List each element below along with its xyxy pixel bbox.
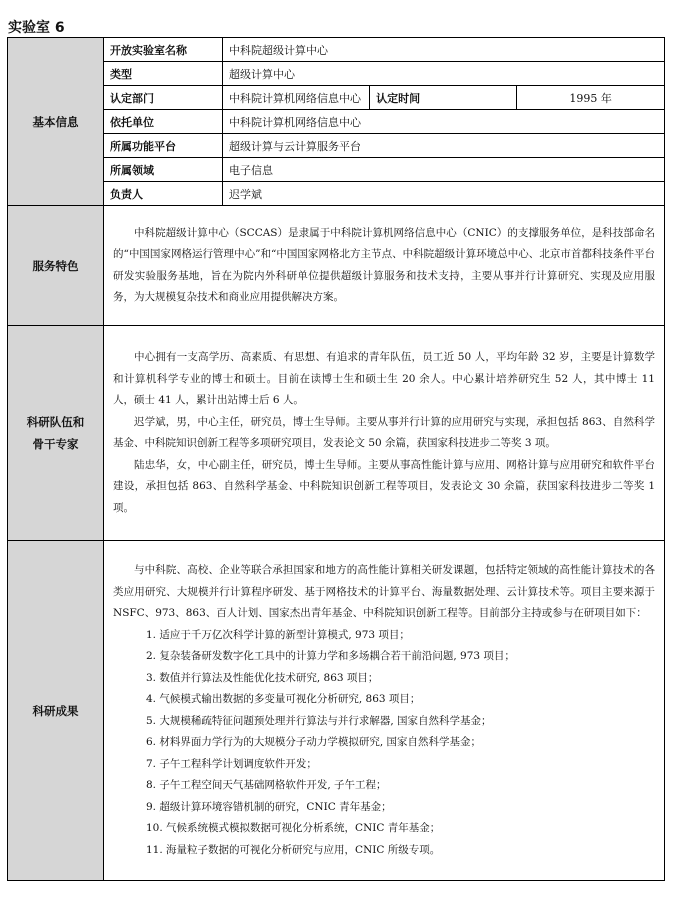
date-value: 1995 年	[517, 86, 664, 110]
team-content	[104, 339, 664, 527]
project-item: 3. 数值并行算法及性能优化技术研究, 863 项目；	[146, 671, 379, 684]
info-row-field	[104, 158, 664, 182]
team-cell	[104, 326, 665, 541]
field-label: 所属领域	[104, 158, 223, 182]
page-heading: 实验室 6	[8, 20, 65, 36]
team-row	[8, 326, 665, 541]
info-row-platform	[104, 134, 664, 158]
platform-value: 超级计算与云计算服务平台	[223, 134, 665, 158]
project-list	[113, 625, 655, 862]
basic-info-row	[8, 38, 665, 206]
lab-name-label: 开放实验室名称	[104, 38, 223, 62]
results-row	[8, 541, 665, 881]
team-paragraph: 迟学斌，男，中心主任，研究员，博士生导师。主要从事并行计算的应用研究与实现，承担包括 863、自然科学基金、中科院知识创新工程等多项研究项目，发表论文 50 余篇，获国家科技进步二等奖 3 项。	[113, 415, 655, 449]
service-content	[104, 215, 664, 317]
project-item: 1. 适应于千万亿次科学计算的新型计算模式, 973 项目；	[146, 628, 410, 641]
service-paragraph: 中科院超级计算中心（SCCAS）是隶属于中科院计算机网络信息中心（CNIC）的支撑服务单位，是科技部命名的“中国国家网格运行管理中心”和“中国国家网格北方主节点、中科院超级计算环境总中心、北京市首都科技条件平台研发实验服务基地，旨在为院内外科研单位提供超级计算服务和技术支持，主要从事并行计算研究、实现及应用服务，为大规模复杂技术和商业应用提供解决方案。	[113, 226, 655, 303]
dept-value: 中科院计算机网络信息中心	[223, 86, 370, 110]
basic-info-table	[104, 38, 664, 205]
head-value: 迟学斌	[223, 182, 665, 206]
platform-label: 所属功能平台	[104, 134, 223, 158]
results-cell	[104, 541, 665, 881]
project-item: 10. 气候系统模式模拟数据可视化分析系统，CNIC 青年基金；	[146, 822, 441, 834]
info-row-dept	[104, 86, 664, 110]
project-item: 9. 超级计算环境容错机制的研究，CNIC 青年基金；	[146, 800, 392, 813]
info-row-name	[104, 38, 664, 62]
team-label-line1: 科研队伍和	[26, 415, 85, 429]
service-row	[8, 206, 665, 326]
info-row-host	[104, 110, 664, 134]
basic-info-label: 基本信息	[8, 38, 104, 206]
type-label: 类型	[104, 62, 223, 86]
results-content	[104, 552, 664, 869]
host-unit-label: 依托单位	[104, 110, 223, 134]
lab-name-value: 中科院超级计算中心	[223, 38, 665, 62]
team-label-line2: 骨干专家	[32, 437, 79, 451]
field-value: 电子信息	[223, 158, 665, 182]
lab-info-table	[7, 37, 665, 881]
team-paragraph: 陆忠华，女，中心副主任，研究员，博士生导师。主要从事高性能计算与应用、网格计算与应用研究和软件平台建设，承担包括 863、自然科学基金、中科院知识创新工程等项目，发表论文 30 余篇，获国家科技进步二等奖 1 项。	[113, 458, 655, 514]
service-cell	[104, 206, 665, 326]
date-label: 认定时间	[370, 86, 517, 110]
team-label	[8, 326, 104, 541]
project-item: 5. 大规模稀疏特征问题预处理并行算法与并行求解器, 国家自然科学基金；	[146, 714, 492, 727]
info-row-type	[104, 62, 664, 86]
host-unit-value: 中科院计算机网络信息中心	[223, 110, 665, 134]
project-item: 4. 气候模式输出数据的多变量可视化分析研究, 863 项目；	[146, 693, 421, 705]
project-item: 7. 子午工程科学计划调度软件开发；	[146, 757, 317, 770]
team-paragraph: 中心拥有一支高学历、高素质、有思想、有追求的青年队伍，员工近 50 人，平均年龄 32 岁，主要是计算数学和计算机科学专业的博士和硕士。目前在读博士生和硕士生 20 余人。中心累计培养研究生 52 人，其中博士 11 人，硕士 41 人，累计出站博士后 6 人。	[113, 351, 655, 406]
project-item: 11. 海量粒子数据的可视化分析研究与应用，CNIC 所级专项。	[146, 843, 441, 856]
results-intro: 与中科院、高校、企业等联合承担国家和地方的高性能计算相关研发课题，包括特定领域的高性能计算技术的各类应用研究、大规模并行计算程序研发、基于网格技术的计算平台、海量数据处理、云计算技术等。项目主要来源于 NSFC、973、863、百人计划、国家杰出青年基金、中科院知识创新工程等。目前部分主持或参与在研项目如下：	[113, 564, 655, 619]
project-item: 6. 材料界面力学行为的大规模分子动力学模拟研究, 国家自然科学基金；	[146, 736, 482, 748]
project-item: 2. 复杂装备研发数字化工具中的计算力学和多场耦合若干前沿问题, 973 项目；	[146, 650, 515, 662]
dept-label: 认定部门	[104, 86, 223, 110]
service-label: 服务特色	[8, 206, 104, 326]
info-row-head	[104, 182, 664, 206]
basic-info-cell	[104, 38, 665, 206]
results-label: 科研成果	[8, 541, 104, 881]
head-label: 负责人	[104, 182, 223, 206]
project-item: 8. 子午工程空间天气基础网格软件开发, 子午工程；	[146, 779, 387, 791]
type-value: 超级计算中心	[223, 62, 665, 86]
